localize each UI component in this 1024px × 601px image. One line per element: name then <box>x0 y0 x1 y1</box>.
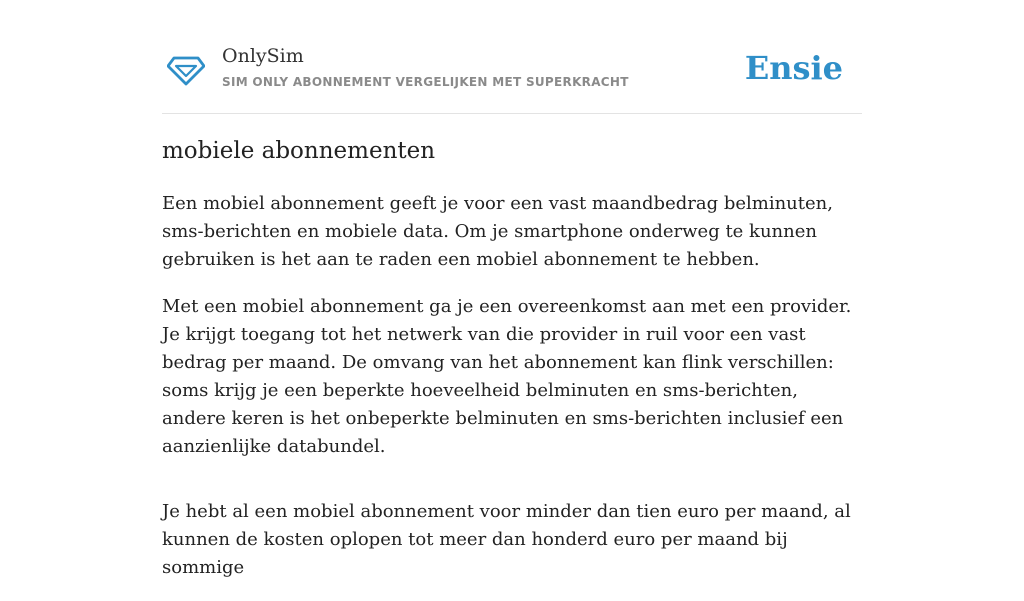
article-paragraph: Je hebt al een mobiel abonnement voor minder dan tien euro per maand, al kunnen de kosten oplopen tot meer dan honderd euro per maand bij sommige <box>162 501 851 578</box>
diamond-logo-icon[interactable] <box>167 54 205 86</box>
page <box>162 0 862 578</box>
article-paragraph: Met een mobiel abonnement ga je een overeenkomst aan met een provider. Je krijgt toegang tot het netwerk van die provider in ruil voor een vast bedrag per maand. De omvang van het abonnement kan flink verschillen: soms krijg je een beperkte hoeveelheid belminuten en sms-berichten, andere keren is het onbeperkte belminuten en sms-berichten inclusief een aanzienlijke databundel. <box>162 296 852 457</box>
article-paragraph: Een mobiel abonnement geeft je voor een vast maandbedrag belminuten, sms-berichten en mobiele data. Om je smartphone onderweg te kunnen gebruiken is het aan te raden een mobiel abonnement te hebben. <box>162 193 833 270</box>
site-tagline: SIM ONLY ABONNEMENT VERGELIJKEN MET SUPERKRACHT <box>222 75 629 89</box>
article-title: mobiele abonnementen <box>162 138 436 164</box>
brand-logo[interactable]: Ensie <box>744 49 843 87</box>
site-header <box>162 0 862 114</box>
article-body <box>162 190 862 601</box>
site-name[interactable]: OnlySim <box>222 45 304 67</box>
